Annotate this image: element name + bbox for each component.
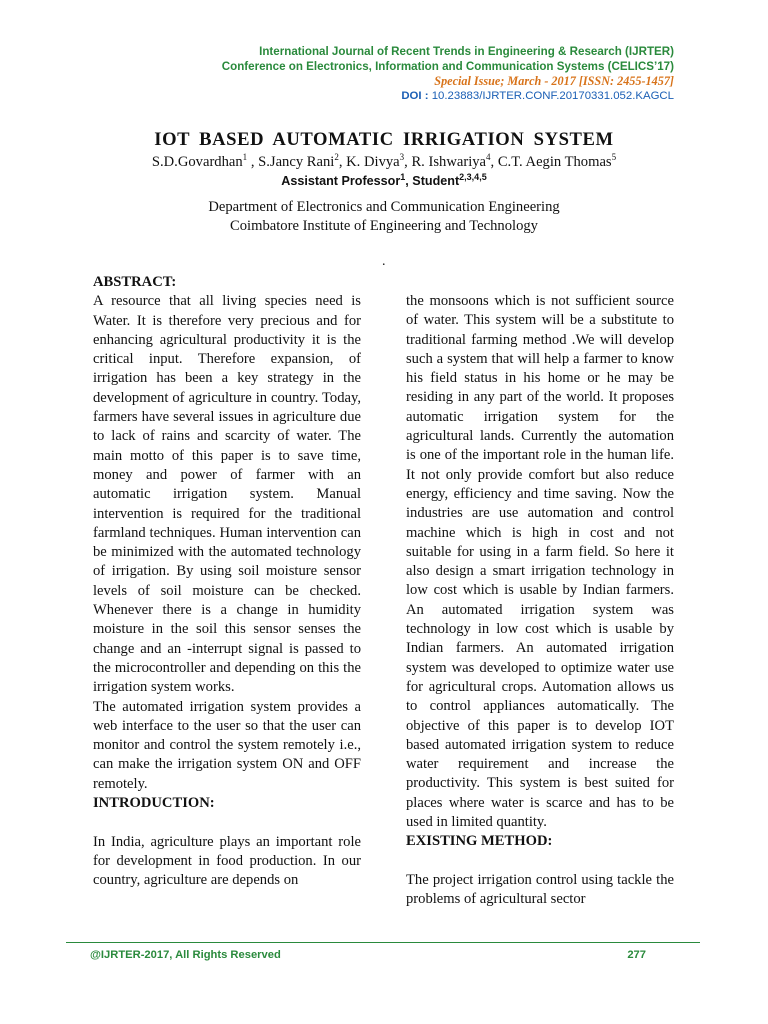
author-sup: 3 [399, 152, 405, 163]
spacer [406, 852, 674, 871]
author-sep: , [490, 154, 498, 170]
author-name: S.Jancy Rani [258, 154, 335, 170]
existing-method-heading: EXISTING METHOD: [406, 833, 553, 850]
department: Department of Electronics and Communication Engineering [208, 199, 560, 215]
copyright: @IJRTER-2017, All Rights Reserved [90, 949, 281, 961]
author-list [94, 152, 674, 172]
spacer [93, 813, 361, 832]
separator-dot: . [382, 254, 386, 269]
title-block [94, 128, 674, 236]
author-sup: 5 [611, 152, 617, 163]
author-sup: 1 [242, 152, 248, 163]
footer-divider [66, 942, 700, 943]
role-student: Student [412, 174, 460, 188]
author-sep: , [404, 154, 412, 170]
conference-name: Conference on Electronics, Information and Communication Systems (CELICS’17) [221, 60, 674, 73]
body-paragraph: the monsoons which is not sufficient source of water. This system will be a substitute to traditional farming method .We will develop such a system that will help a farmer to know his field status in his home or he may be residing in any part of the world. It proposes automatic irrigation system for the agricultural lands. Currently the automation is one of the important role in the human life. It not only provide comfort but also reduce energy, efficiency and time saving. Now the industries are use automation and control machine which is high in cost and not suitable for using in a farm field. So here it also design a smart irrigation technology in low cost which is usable by Indian farmers. An automated irrigation system was technology in low cost which is usable by Indian farmers. An automated irrigation system was developed to optimize water use for agricultural crops. Automation allows us to control appliances automatically. The objective of this paper is to develop IOT based automated irrigation system to reduce water requirement and increase the productivity. This system is best suited for places where water is scarce and has to be used in limited quantity. [406, 293, 674, 831]
role-assistant-professor: Assistant Professor [281, 174, 401, 188]
introduction-heading: INTRODUCTION: [93, 795, 215, 812]
author-sep: , [338, 154, 347, 170]
role-sup: 2,3,4,5 [459, 171, 487, 182]
abstract-heading: ABSTRACT: [93, 274, 177, 290]
special-issue: Special Issue; March - 2017 [ISSN: 2455-1457] [434, 74, 674, 88]
page-footer [90, 949, 646, 961]
doi-label: DOI : [401, 90, 429, 102]
right-column [406, 292, 674, 910]
author-name: K. Divya [346, 154, 400, 170]
journal-header [154, 44, 674, 104]
page-number: 277 [627, 949, 646, 961]
introduction-paragraph: In India, agriculture plays an important role for development in food production. In our country, agriculture are depends on [93, 833, 361, 889]
existing-method-paragraph: The project irrigation control using tackle the problems of agricultural sector [406, 871, 674, 908]
institute: Coimbatore Institute of Engineering and Technology [230, 218, 538, 234]
author-name: C.T. Aegin Thomas [497, 154, 612, 170]
author-sep: , [247, 154, 259, 170]
author-name: S.D.Govardhan [151, 154, 243, 170]
left-column [93, 273, 361, 891]
role-sup: 1 [400, 171, 406, 182]
author-roles [94, 172, 674, 191]
abstract-paragraph-2: The automated irrigation system provides a web interface to the user so that the user can monitor and control the system remotely i.e., can make the irrigation system ON and OFF remotely. [93, 698, 361, 792]
doi [154, 89, 674, 104]
author-name: R. Ishwariya [411, 154, 487, 170]
author-sup: 2 [334, 152, 339, 163]
abstract-paragraph: A resource that all living species need is Water. It is therefore very precious and for enhancing agricultural productivity it is the critical input. Therefore expansion, of irrigation has been a key strategy in the development of agriculture in country. Today, farmers have several issues in agriculture due to lack of rains and scarcity of water. The main motto of this paper is to save time, money and power of farmer with an automatic irrigation system. Manual intervention is required for the traditional farmland techniques. Human intervention can be minimized with the automated technology of irrigation. By using soil moisture sensor levels of soil moisture can be checked. Whenever there is a change in humidity moisture in the soil this sensor senses the change and an -interrupt signal is passed to the microcontroller and depending on this the irrigation system works. [93, 293, 361, 696]
author-sup: 4 [486, 152, 491, 163]
journal-name: International Journal of Recent Trends in Engineering & Research (IJRTER) [259, 45, 674, 58]
paper-title: IOT BASED AUTOMATIC IRRIGATION SYSTEM [154, 129, 614, 150]
doi-link[interactable]: 10.23883/IJRTER.CONF.20170331.052.KAGCL [428, 90, 674, 102]
role-sep: , [405, 174, 413, 188]
